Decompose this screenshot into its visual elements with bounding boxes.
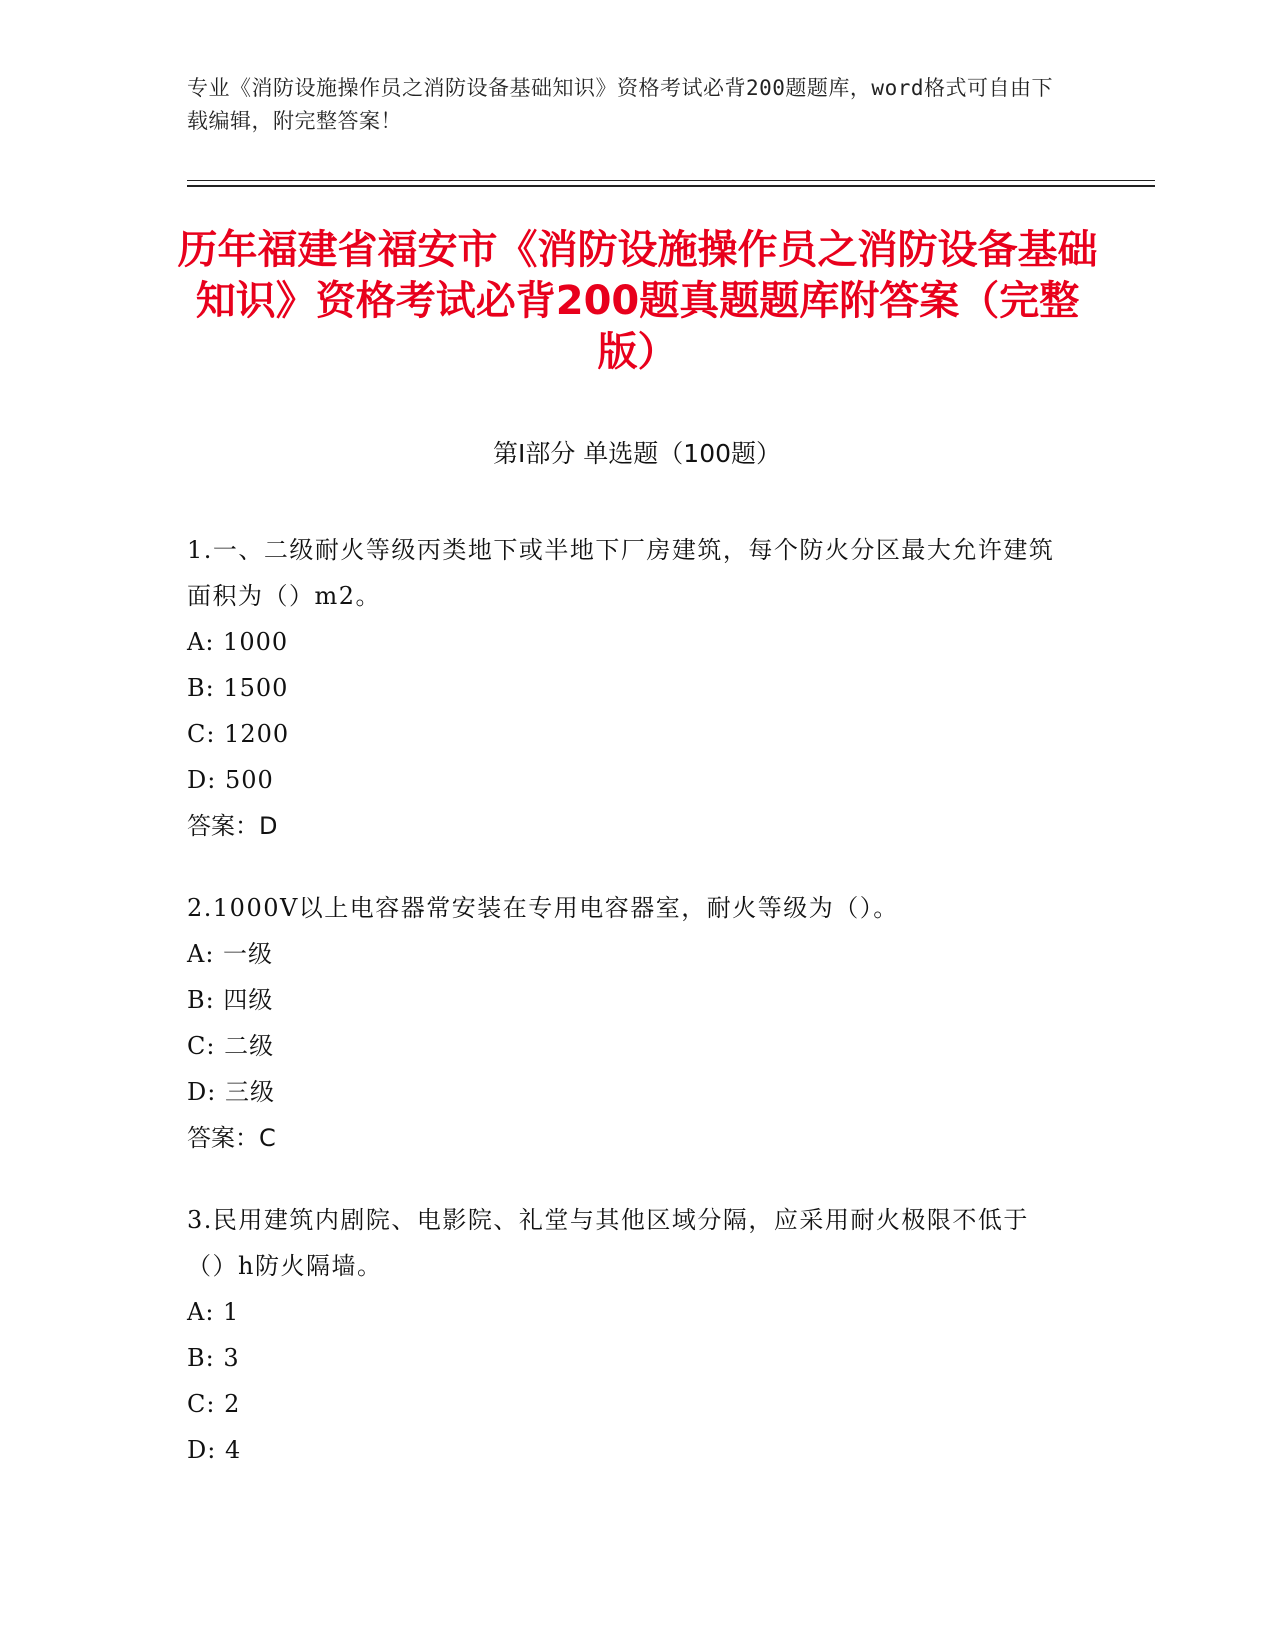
header-note: 专业《消防设施操作员之消防设备基础知识》资格考试必背200题题库，word格式可自由下载编辑，附完整答案！ <box>187 76 1053 133</box>
question-stem: 3.民用建筑内剧院、电影院、礼堂与其他区域分隔，应采用耐火极限不低于（）h防火隔墙。 <box>187 1206 1029 1280</box>
question-stem: 1.一、二级耐火等级丙类地下或半地下厂房建筑，每个防火分区最大允许建筑面积为（）m2。 <box>187 536 1055 610</box>
question-list <box>187 527 1067 1509</box>
question-item <box>187 527 1067 849</box>
question-option-a: A: 一级 <box>187 940 274 968</box>
question-option-c: C: 1200 <box>187 720 290 748</box>
question-option-a: A: 1000 <box>187 628 289 656</box>
question-option-d: D: 4 <box>187 1436 242 1464</box>
section-heading: 第Ⅰ部分 单选题（100题） <box>492 439 782 468</box>
question-option-b: B: 四级 <box>187 986 274 1014</box>
header-divider-thick <box>187 185 1155 187</box>
question-item <box>187 885 1067 1161</box>
header-divider-thin <box>187 180 1155 181</box>
question-option-c: C: 2 <box>187 1390 241 1418</box>
document-title: 历年福建省福安市《消防设施操作员之消防设备基础知识》资格考试必背200题真题题库附答案（完整版） <box>177 227 1098 375</box>
question-option-d: D: 500 <box>187 766 274 794</box>
question-item <box>187 1197 1067 1473</box>
question-option-d: D: 三级 <box>187 1078 275 1106</box>
question-option-b: B: 3 <box>187 1344 240 1372</box>
question-option-a: A: 1 <box>187 1298 240 1326</box>
question-answer: 答案：C <box>187 1124 276 1152</box>
question-option-c: C: 二级 <box>187 1032 275 1060</box>
question-option-b: B: 1500 <box>187 674 289 702</box>
question-answer: 答案：D <box>187 812 278 840</box>
question-stem: 2.1000V以上电容器常安装在专用电容器室，耐火等级为（）。 <box>187 894 899 922</box>
